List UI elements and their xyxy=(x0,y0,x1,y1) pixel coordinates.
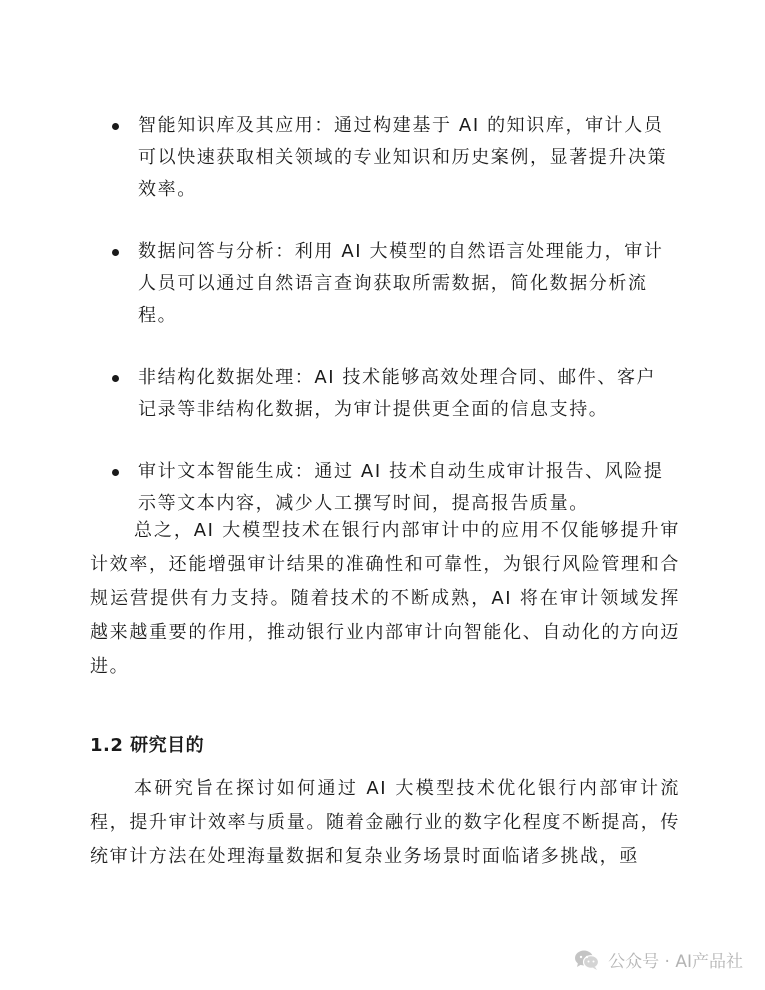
bullet-dot-icon xyxy=(112,375,119,382)
list-item xyxy=(108,456,668,520)
bullet-dot-icon xyxy=(112,469,119,476)
bullet-text: 审计文本智能生成：通过 AI 技术自动生成审计报告、风险提示等文本内容，减少人工撰写时间，提高报告质量。 xyxy=(138,461,664,514)
wechat-icon xyxy=(574,949,600,971)
bullet-text: 智能知识库及其应用：通过构建基于 AI 的知识库，审计人员可以快速获取相关领域的专业知识和历史案例，显著提升决策效率。 xyxy=(138,115,668,200)
bullet-dot-icon xyxy=(112,123,119,130)
section-heading: 1.2 研究目的 xyxy=(90,735,205,756)
bullet-text: 非结构化数据处理：AI 技术能够高效处理合同、邮件、客户记录等非结构化数据，为审计提供更全面的信息支持。 xyxy=(138,367,657,420)
watermark-text: 公众号 · AI产品社 xyxy=(608,952,743,972)
bullet-list xyxy=(108,110,668,520)
watermark xyxy=(574,947,743,972)
bullet-text: 数据问答与分析：利用 AI 大模型的自然语言处理能力，审计人员可以通过自然语言查询获取所需数据，简化数据分析流程。 xyxy=(138,241,664,326)
section-paragraph: 本研究旨在探讨如何通过 AI 大模型技术优化银行内部审计流程，提升审计效率与质量。随着金融行业的数字化程度不断提高，传统审计方法在处理海量数据和复杂业务场景时面临诸多挑战，亟 xyxy=(90,778,680,867)
list-item xyxy=(108,110,668,206)
summary-paragraph: 总之，AI 大模型技术在银行内部审计中的应用不仅能够提升审计效率，还能增强审计结果的准确性和可靠性，为银行风险管理和合规运营提供有力支持。随着技术的不断成熟，AI 将在审计领域发挥越来越重要的作用，推动银行业内部审计向智能化、自动化的方向迈进。 xyxy=(90,520,680,677)
list-item xyxy=(108,362,668,426)
list-item xyxy=(108,236,668,332)
bullet-dot-icon xyxy=(112,249,119,256)
